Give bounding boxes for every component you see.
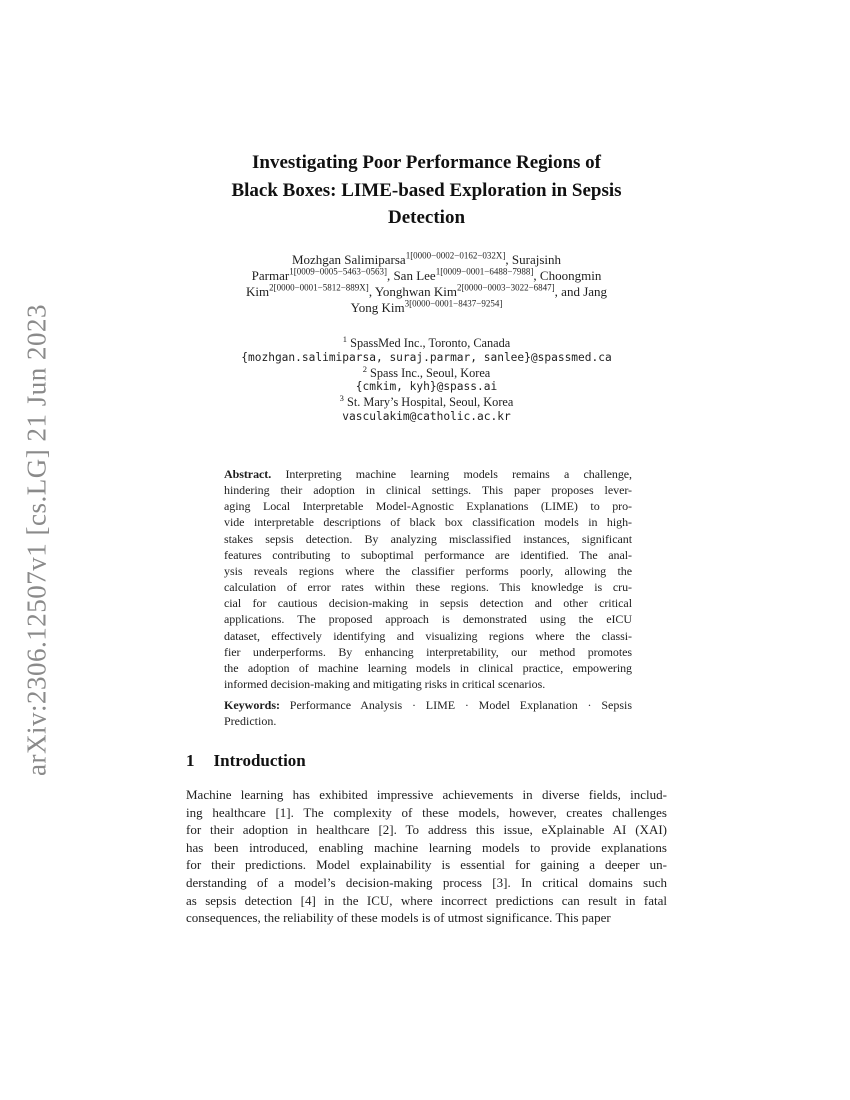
text-line: {mozhgan.salimiparsa, suraj.parmar, sanlee}@spassmed.ca [241, 350, 612, 364]
text-line: ing healthcare [1]. The complexity of these models, however, creates challenges [186, 804, 667, 820]
text-line: has been introduced, enabling machine learning models to provide explanations [186, 839, 667, 855]
section-title: Introduction [213, 751, 306, 770]
text-line: aging Local Interpretable Model-Agnostic Explanations (LIME) to pro- [224, 499, 632, 514]
text-line: Kim$^{2[0000-0001-5812-889X]}$, Yonghwan Kim$^{2[0000-0003-3022-6847]}$, and Jang [245, 282, 608, 299]
text-line: Mozhgan Salimiparsa$^{1[0000-0002-0162-032X]}$, Surajsinh [291, 250, 562, 267]
text-line: $^3$ St. Mary’s Hospital, Seoul, Korea [339, 393, 514, 410]
text-line: applications. The proposed approach is demonstrated using the eICU [224, 612, 632, 627]
text-line: derstanding of a model’s decision-making process [3]. In critical domains such [186, 874, 667, 890]
text-line: fier underperforms. By enhancing interpretability, our method promotes [224, 644, 632, 659]
text-line: as sepsis detection [4] in the ICU, where incorrect predictions can result in fatal [186, 892, 667, 908]
text-line: Abstract. Interpreting machine learning models remains a challenge, [224, 467, 632, 481]
text-line: stakes sepsis detection. By analyzing misclassified instances, significant [224, 531, 632, 546]
section-heading [186, 751, 667, 771]
text-line: ysis reveals regions where the classifier performs poorly, allowing the [224, 563, 632, 578]
arxiv-watermark: arXiv:2306.12507v1 [cs.LG] 21 Jun 2023 [21, 304, 52, 776]
paper-title [186, 149, 667, 232]
text-line: consequences, the reliability of these models is of utmost significance. This paper [186, 910, 611, 926]
text-line: Yong Kim$^{3[0000-0001-8437-9254]}$ [350, 298, 503, 315]
section-number: 1 [186, 751, 195, 770]
keywords [224, 697, 632, 729]
text-line: Investigating Poor Performance Regions of [252, 152, 601, 173]
text-line: {cmkim, kyh}@spass.ai [355, 380, 498, 394]
text-line: dataset, effectively identifying and visualizing regions where the classi- [224, 628, 632, 643]
text-line: Prediction. [224, 714, 277, 729]
text-line: cial for cautious decision-making in sepsis detection and other critical [224, 596, 632, 611]
text-line: $^1$ SpassMed Inc., Toronto, Canada [342, 333, 511, 350]
text-line: Parmar$^{1[0009-0005-5463-0563]}$, San Lee$^{1[0009-0001-6488-7988]}$, Choongmin [251, 266, 602, 283]
author-list [166, 252, 687, 316]
text-line: Black Boxes: LIME-based Exploration in Sepsis [231, 179, 622, 201]
text-line: vasculakim@catholic.ac.kr [342, 409, 511, 423]
text-line: Detection [387, 207, 466, 228]
text-line: calculation of error rates within these regions. This knowledge is cru- [224, 580, 632, 595]
text-line: informed decision-making and mitigating risks in critical scenarios. [224, 677, 546, 692]
text-line: hindering their adoption in clinical settings. This paper proposes lever- [224, 483, 632, 498]
text-line: for their adoption in healthcare [2]. To address this issue, eXplainable AI (XAI) [186, 822, 667, 838]
text-line: $^2$ Spass Inc., Seoul, Korea [362, 363, 491, 380]
text-line: the adoption of machine learning models in clinical practice, empowering [224, 660, 632, 675]
abstract [224, 466, 632, 692]
text-line: for their predictions. Model explainability is essential for gaining a deeper un- [186, 857, 667, 873]
intro-paragraph [186, 786, 667, 927]
affiliations [186, 333, 667, 425]
text-line: features contributing to suboptimal performance are identified. The anal- [224, 547, 632, 562]
text-line: vide interpretable descriptions of black box classification models in high- [224, 515, 632, 530]
text-line: Keywords: Performance Analysis · LIME · Model Explanation · Sepsis [224, 698, 632, 712]
text-line: Machine learning has exhibited impressive achievements in diverse fields, includ- [186, 787, 667, 802]
